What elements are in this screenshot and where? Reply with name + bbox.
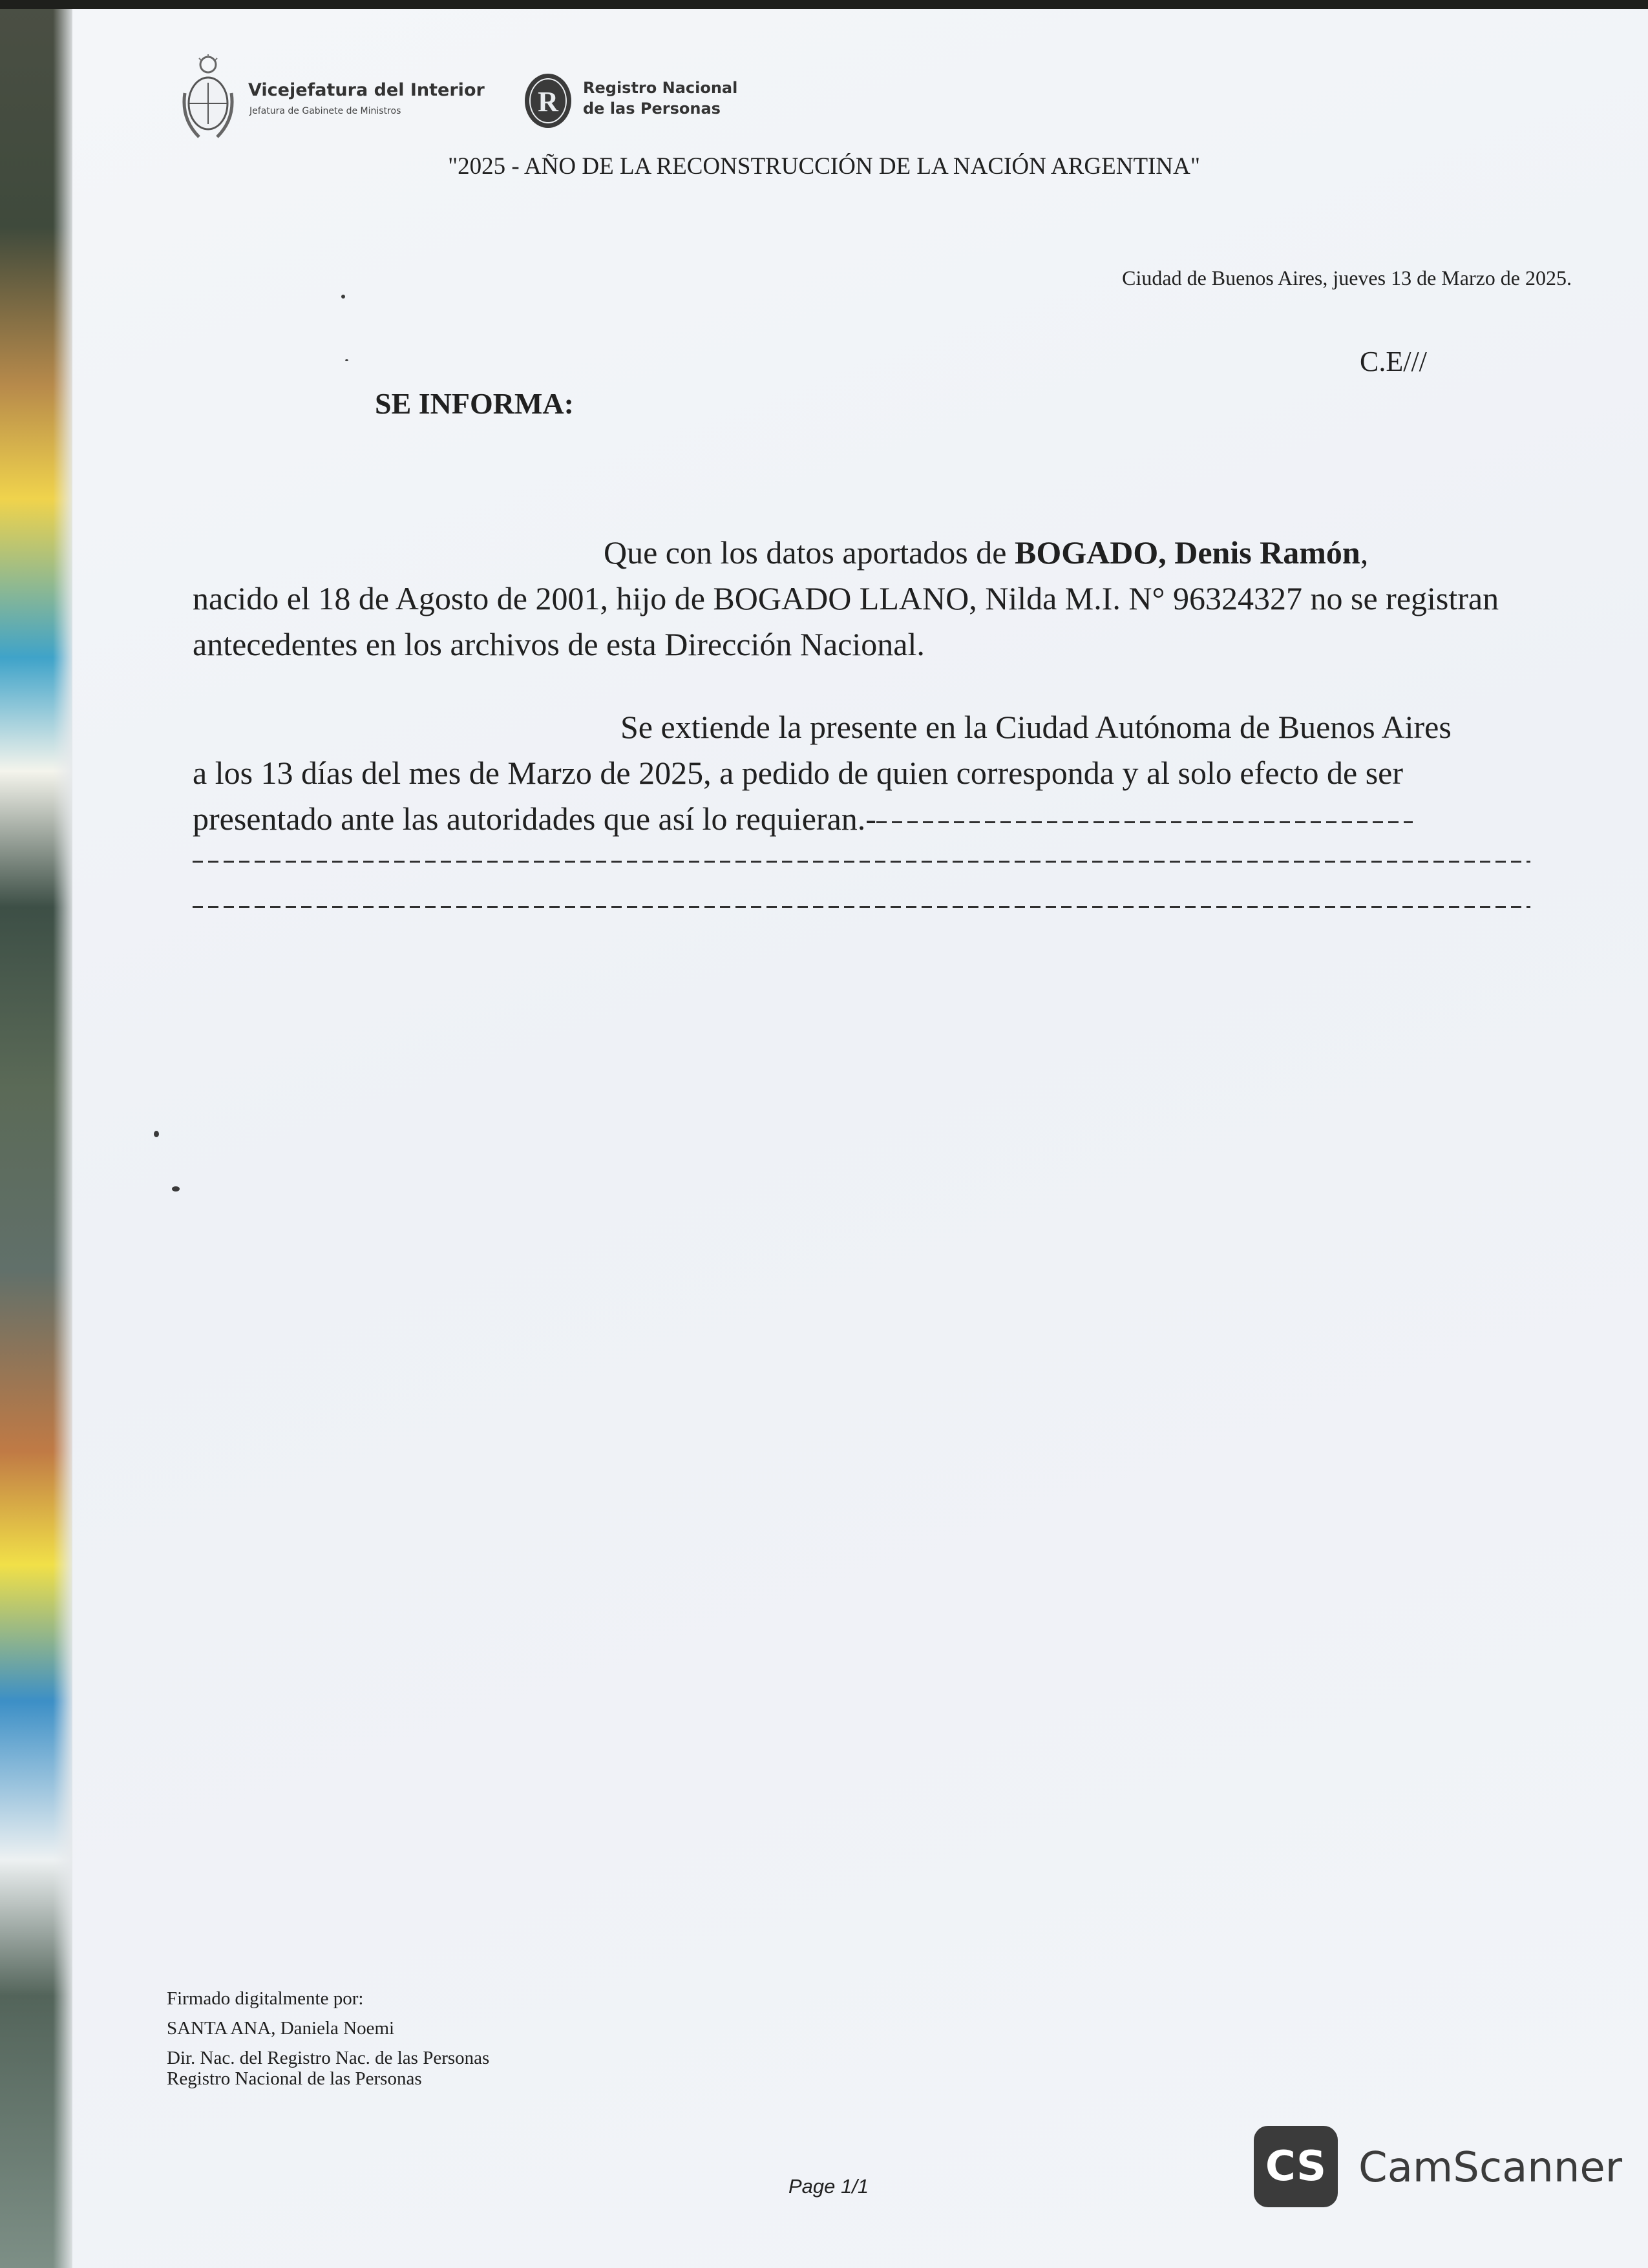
dash-filler-line [193, 861, 1530, 863]
scan-speck [154, 1131, 159, 1137]
paragraph-informe-rest: nacido el 18 de Agosto de 2001, hijo de BOGADO LLANO, Nilda M.I. N° 96324327 no se registran antecedentes en los archivos de esta Dirección Nacional. [193, 580, 1499, 662]
dash-filler-line [193, 906, 1530, 908]
subject-name: BOGADO, Denis Ramón [1014, 534, 1360, 571]
org-subtitle-jefatura: Jefatura de Gabinete de Ministros [249, 106, 401, 116]
camscanner-logo-icon: CS [1254, 2126, 1338, 2207]
scan-speck [345, 359, 348, 361]
registro-r-logo-icon [522, 71, 574, 131]
scan-color-edge [0, 0, 72, 2268]
signer-title: Dir. Nac. del Registro Nac. de las Personas [167, 2048, 490, 2068]
document-date: Ciudad de Buenos Aires, jueves 13 de Marzo de 2025. [1122, 266, 1572, 289]
org-title-vicejefatura: Vicejefatura del Interior [248, 80, 485, 100]
paragraph-extension-rest: a los 13 días del mes de Marzo de 2025, a pedido de quien corresponda y al solo efecto de ser presentado ante las autoridades que así lo requieran.- [193, 755, 1404, 837]
signature-label: Firmado digitalmente por: [167, 1988, 364, 2009]
paragraph-extension [193, 704, 1550, 842]
page-number: Page 1/1 [788, 2175, 869, 2198]
org-title-registro-line1: Registro Nacional [583, 79, 738, 97]
signer-organization: Registro Nacional de las Personas [167, 2068, 422, 2089]
argentina-coat-of-arms-icon [180, 54, 237, 145]
scan-speck [172, 1186, 180, 1192]
scan-speck [341, 295, 345, 299]
paragraph-informe-comma: , [1360, 534, 1369, 571]
paragraph-informe [193, 530, 1550, 667]
svg-text:R: R [538, 86, 558, 118]
paragraph-informe-intro: Que con los datos aportados de [604, 534, 1015, 571]
paragraph-extension-intro: Se extiende la presente en la Ciudad Autónoma de Buenos Aires [620, 709, 1452, 745]
camscanner-watermark: CamScanner [1358, 2144, 1623, 2192]
dash-filler-inline [876, 821, 1413, 823]
document-heading: SE INFORMA: [375, 387, 574, 420]
org-title-registro-line2: de las Personas [583, 100, 721, 118]
reference-code: C.E/// [1360, 346, 1427, 377]
year-motto: "2025 - AÑO DE LA RECONSTRUCCIÓN DE LA NACIÓN ARGENTINA" [448, 153, 1200, 180]
scan-top-shadow [0, 0, 1648, 9]
signer-name: SANTA ANA, Daniela Noemi [167, 2018, 395, 2039]
